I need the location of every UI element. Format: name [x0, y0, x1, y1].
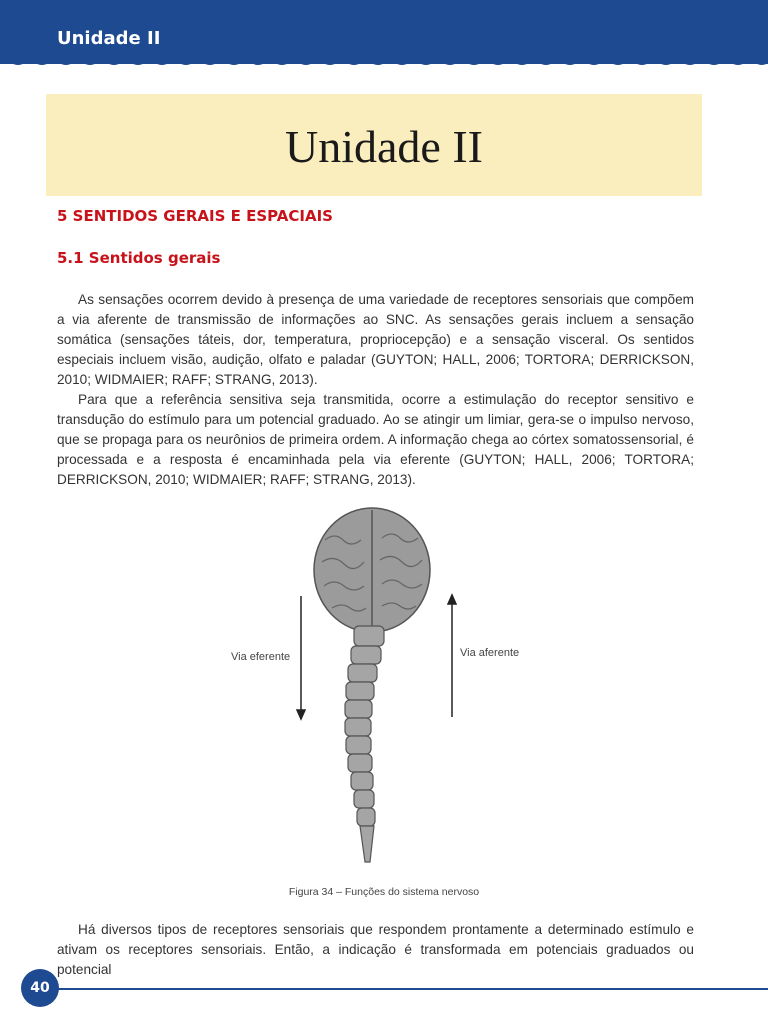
- brain-illustration: [314, 508, 430, 632]
- page-number-badge: 40: [21, 969, 59, 1007]
- unit-title: Unidade II: [285, 121, 483, 172]
- efferent-arrow: [297, 596, 305, 719]
- header-wave-border: [0, 56, 768, 68]
- afferent-arrow: [448, 595, 456, 717]
- page-header: [0, 0, 768, 64]
- afferent-label: Via aferente: [460, 647, 520, 659]
- paragraph-3: Há diversos tipos de receptores sensoriais que respondem prontamente a determinado estímulo e ativam os receptores sensoriais. Então, a indicação é transformada em potenciais graduados ou potencial: [57, 922, 694, 977]
- paragraph-1: As sensações ocorrem devido à presença de uma variedade de receptores sensoriais que compõem a via aferente de transmissão de informações ao SNC. As sensações gerais incluem a sensação somática (sensações táteis, dor, temperatura, propriocepção) e a sensação visceral. Os sentidos especiais incluem visão, audição, olfato e paladar (GUYTON; HALL, 2006; TORTORA; DERRICKSON, 2010; WIDMAIER; RAFF; STRANG, 2013).: [57, 292, 694, 387]
- section-heading: 5 SENTIDOS GERAIS E ESPACIAIS: [57, 207, 333, 225]
- subsection-heading: 5.1 Sentidos gerais: [57, 249, 221, 267]
- efferent-label: Via eferente: [231, 651, 291, 663]
- nervous-system-figure: [220, 500, 540, 870]
- footer-rule: [56, 988, 768, 990]
- spinal-cord-illustration: [345, 626, 384, 862]
- header-title: Unidade II: [57, 28, 161, 49]
- figure-caption: Figura 34 – Funções do sistema nervoso: [288, 886, 480, 898]
- paragraph-2: Para que a referência sensitiva seja transmitida, ocorre a estimulação do receptor sensitivo e transdução do estímulo para um potencial graduado. Ao se atingir um limiar, gera-se o impulso nervoso, que se propaga para os neurônios de primeira ordem. A informação chega ao córtex somatossensorial, é processada e a resposta é encaminhada pela via eferente (GUYTON; HALL, 2006; TORTORA; DERRICKSON, 2010; WIDMAIER; RAFF; STRANG, 2013).: [57, 392, 694, 487]
